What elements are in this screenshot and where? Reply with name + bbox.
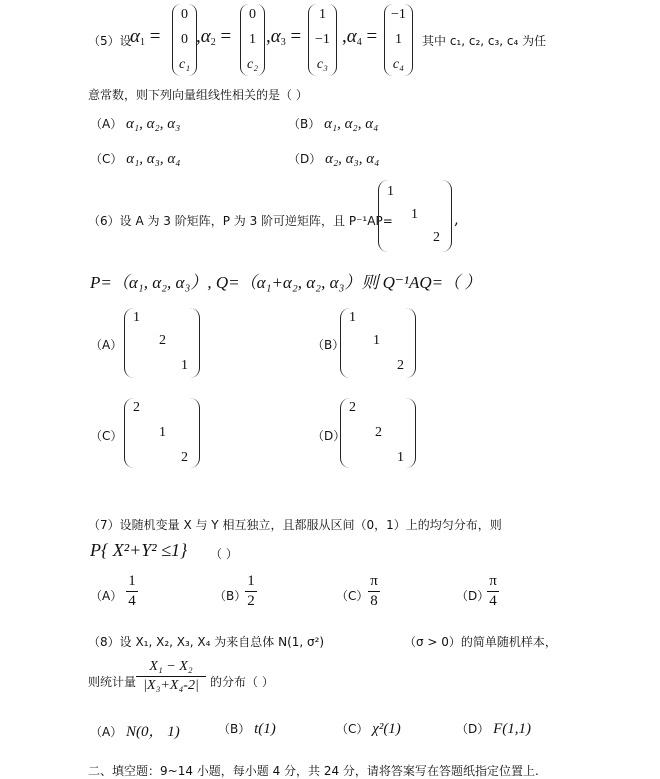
q7-option-d-label[interactable]: （D）: [456, 589, 490, 603]
q5-vector-alpha2: [240, 4, 265, 76]
q6-option-a-matrix[interactable]: 1 2 1: [124, 308, 200, 378]
vec-entry: 0: [181, 32, 189, 47]
q8-option-d[interactable]: （D） F(1,1): [456, 721, 531, 737]
q6-option-b-matrix[interactable]: 1 1 2: [340, 308, 416, 378]
q7-option-c-fraction[interactable]: π 8: [368, 573, 380, 610]
section-2-heading: 二、填空题：9~14 小题，每小题 4 分，共 24 分，请将答案写在答题纸指定位置上.: [88, 764, 539, 778]
q5-prefix: （5）设: [88, 34, 132, 48]
q8-option-c[interactable]: （C） χ²(1): [336, 721, 401, 737]
vec-entry: 1: [318, 7, 326, 22]
q7-option-a-fraction[interactable]: 1 4: [126, 573, 138, 610]
vec-entry: 1: [394, 32, 402, 47]
q8-statistic-fraction: X₁ − X₂ |X₃+X₄-2|: [136, 659, 206, 694]
vec-entry: −1: [315, 32, 330, 47]
vec-entry: c₂: [247, 57, 259, 72]
q7-option-b-fraction[interactable]: 1 2: [245, 573, 257, 610]
q5-suffix: 其中 c₁, c₂, c₃, c₄ 为任: [422, 34, 547, 48]
q5-vector-alpha4: [384, 4, 413, 76]
q6-prefix: （6）设 A 为 3 阶矩阵，P 为 3 阶可逆矩阵，且 P⁻¹AP=: [88, 214, 393, 228]
q5-alpha1-label: $\alpha_1$ =: [130, 26, 161, 48]
q8-line1-b: （σ > 0）的简单随机样本，: [404, 635, 557, 649]
q7-option-d-fraction[interactable]: π 4: [487, 573, 499, 610]
q6-diag-matrix: 1 1 2: [378, 180, 452, 252]
q7-line2: P{ X²+Y² ≤1}: [90, 540, 188, 560]
q7-option-c-label[interactable]: （C）: [336, 589, 369, 603]
q5-alpha3-label: $,\alpha_3$ =: [266, 26, 302, 48]
vec-entry: 1: [249, 32, 257, 47]
q7-option-a-label[interactable]: （A）: [90, 589, 123, 603]
q6-comma: ,: [454, 210, 459, 228]
q6-line2: P=（α₁, α₂, α₃）, Q=（α₁+α₂, α₂, α₃）则 Q⁻¹AQ=（ ）: [90, 273, 482, 292]
q7-blank: （ ）: [210, 547, 238, 561]
q5-alpha2-label: $,\alpha_2$ =: [196, 26, 232, 48]
q6-option-d-label[interactable]: （D）: [312, 429, 346, 443]
q8-stat-suffix: 的分布（ ）: [210, 675, 274, 689]
q8-line1-a: （8）设 X₁, X₂, X₃, X₄ 为来自总体 N(1, σ²): [88, 635, 325, 649]
q6-option-c-label[interactable]: （C）: [90, 429, 123, 443]
q5-option-b[interactable]: （B） α₁, α₂, α₄: [288, 116, 379, 132]
q5-alpha4-label: $,\alpha_4$ =: [342, 26, 378, 48]
q7-line1: （7）设随机变量 X 与 Y 相互独立，且都服从区间（0，1）上的均匀分布，则: [88, 518, 502, 532]
vec-entry: c₃: [316, 57, 328, 72]
q5-line2: 意常数，则下列向量组线性相关的是（ ）: [88, 88, 308, 102]
q5-option-d[interactable]: （D） α₂, α₃, α₄: [288, 151, 380, 167]
vec-entry: 0: [181, 7, 189, 22]
q5-vector-alpha1: [172, 4, 197, 76]
q5-vector-alpha3: [308, 4, 337, 76]
vec-entry: 0: [249, 7, 257, 22]
q5-option-c[interactable]: （C） α₁, α₃, α₄: [90, 151, 181, 167]
q6-option-a-label[interactable]: （A）: [90, 338, 123, 352]
q6-option-d-matrix[interactable]: 2 2 1: [340, 398, 416, 468]
q8-stat-prefix: 则统计量: [88, 675, 137, 689]
vec-entry: c₄: [392, 57, 404, 72]
q7-option-b-label[interactable]: （B）: [214, 589, 247, 603]
vec-entry: c₁: [179, 57, 191, 72]
vec-entry: −1: [391, 7, 406, 22]
q8-option-b[interactable]: （B） t(1): [218, 721, 276, 737]
q8-option-a[interactable]: （A） N(0， 1): [90, 724, 180, 740]
q6-option-c-matrix[interactable]: 2 1 2: [124, 398, 200, 468]
q5-option-a[interactable]: （A） α₁, α₂, α₃: [90, 116, 181, 132]
q6-option-b-label[interactable]: （B）: [312, 338, 345, 352]
